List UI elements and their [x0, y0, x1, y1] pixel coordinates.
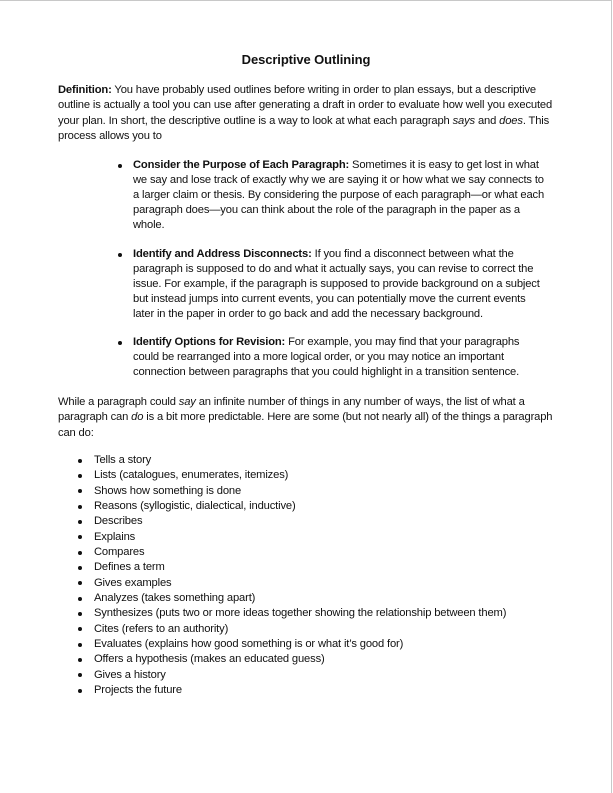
- purpose-item: [118, 158, 548, 233]
- emphasis-say: say: [178, 396, 196, 408]
- intro-paragraph: [58, 395, 558, 441]
- emphasis-does: does: [499, 114, 523, 127]
- purpose-label: Identify and Address Disconnects:: [133, 248, 312, 260]
- emphasis-says: says: [452, 114, 475, 127]
- page-title: Descriptive Outlining: [241, 52, 371, 67]
- purpose-item: [118, 247, 548, 322]
- purpose-list: [118, 247, 548, 322]
- definition-text: and: [475, 114, 500, 127]
- intro-text: is a bit more predictable. Here are some (but not nearly all) of the things a paragraph can do:: [58, 411, 553, 439]
- definition-text: . This process allows you to: [58, 114, 550, 143]
- list-item: Cites (refers to an authority): [78, 622, 578, 637]
- intro-text: an infinite number of things in any number of ways, the list of what a paragraph can: [58, 396, 525, 424]
- list-item: Reasons (syllogistic, dialectical, inductive): [78, 499, 578, 514]
- list-item: Describes: [78, 514, 578, 529]
- purpose-text: For example, you may find that your paragraphs could be rearranged into a more logical order, or you may notice an important connection between paragraphs that you could highlight in a transition sentence.: [133, 336, 520, 378]
- list-item: Evaluates (explains how good something is or what it’s good for): [78, 637, 578, 652]
- list-item: Shows how something is done: [78, 484, 578, 499]
- definition-paragraph: [58, 83, 558, 145]
- purpose-list: [118, 158, 548, 233]
- intro-text: While a paragraph could: [58, 396, 179, 408]
- purpose-text: Sometimes it is easy to get lost in what we say and lose track of exactly why we are saying it or how what we say connects to a larger claim or thesis. By considering the purpose of each paragraph—or what each paragraph does—you can think about the role of the paragraph in the paper as a whole.: [133, 159, 545, 231]
- list-item: Projects the future: [78, 683, 578, 698]
- purpose-item: [118, 335, 548, 380]
- purpose-text: If you find a disconnect between what the paragraph is supposed to do and what it actually says, you can revise to correct the issue. For example, if the paragraph is supposed to provide background on a subject but instead jumps into current events, you can potentially move the current events later in the paper in order to go back and add the necessary background.: [133, 248, 540, 320]
- list-item: Gives a history: [78, 668, 578, 683]
- definition-text: You have probably used outlines before writing in order to plan essays, but a descriptive outline is actually a tool you can use after generating a draft in order to evaluate how well you executed your plan. In short, the descriptive outline is a way to look at what each paragraph: [58, 84, 553, 127]
- purpose-label: Consider the Purpose of Each Paragraph:: [133, 159, 350, 171]
- purpose-list: [118, 335, 548, 380]
- list-item: Analyzes (takes something apart): [78, 591, 578, 606]
- list-item: Synthesizes (puts two or more ideas together showing the relationship between them): [78, 606, 578, 621]
- purpose-label: Identify Options for Revision:: [133, 336, 286, 348]
- list-item: Defines a term: [78, 560, 578, 575]
- list-item: Tells a story: [78, 453, 578, 468]
- emphasis-do: do: [131, 411, 144, 424]
- list-item: Offers a hypothesis (makes an educated guess): [78, 652, 578, 667]
- list-item: Lists (catalogues, enumerates, itemizes): [78, 468, 578, 483]
- list-item: Gives examples: [78, 576, 578, 591]
- definition-label: Definition:: [58, 84, 112, 96]
- list-item: Explains: [78, 530, 578, 545]
- paragraph-functions-list: [78, 453, 578, 699]
- list-item: Compares: [78, 545, 578, 560]
